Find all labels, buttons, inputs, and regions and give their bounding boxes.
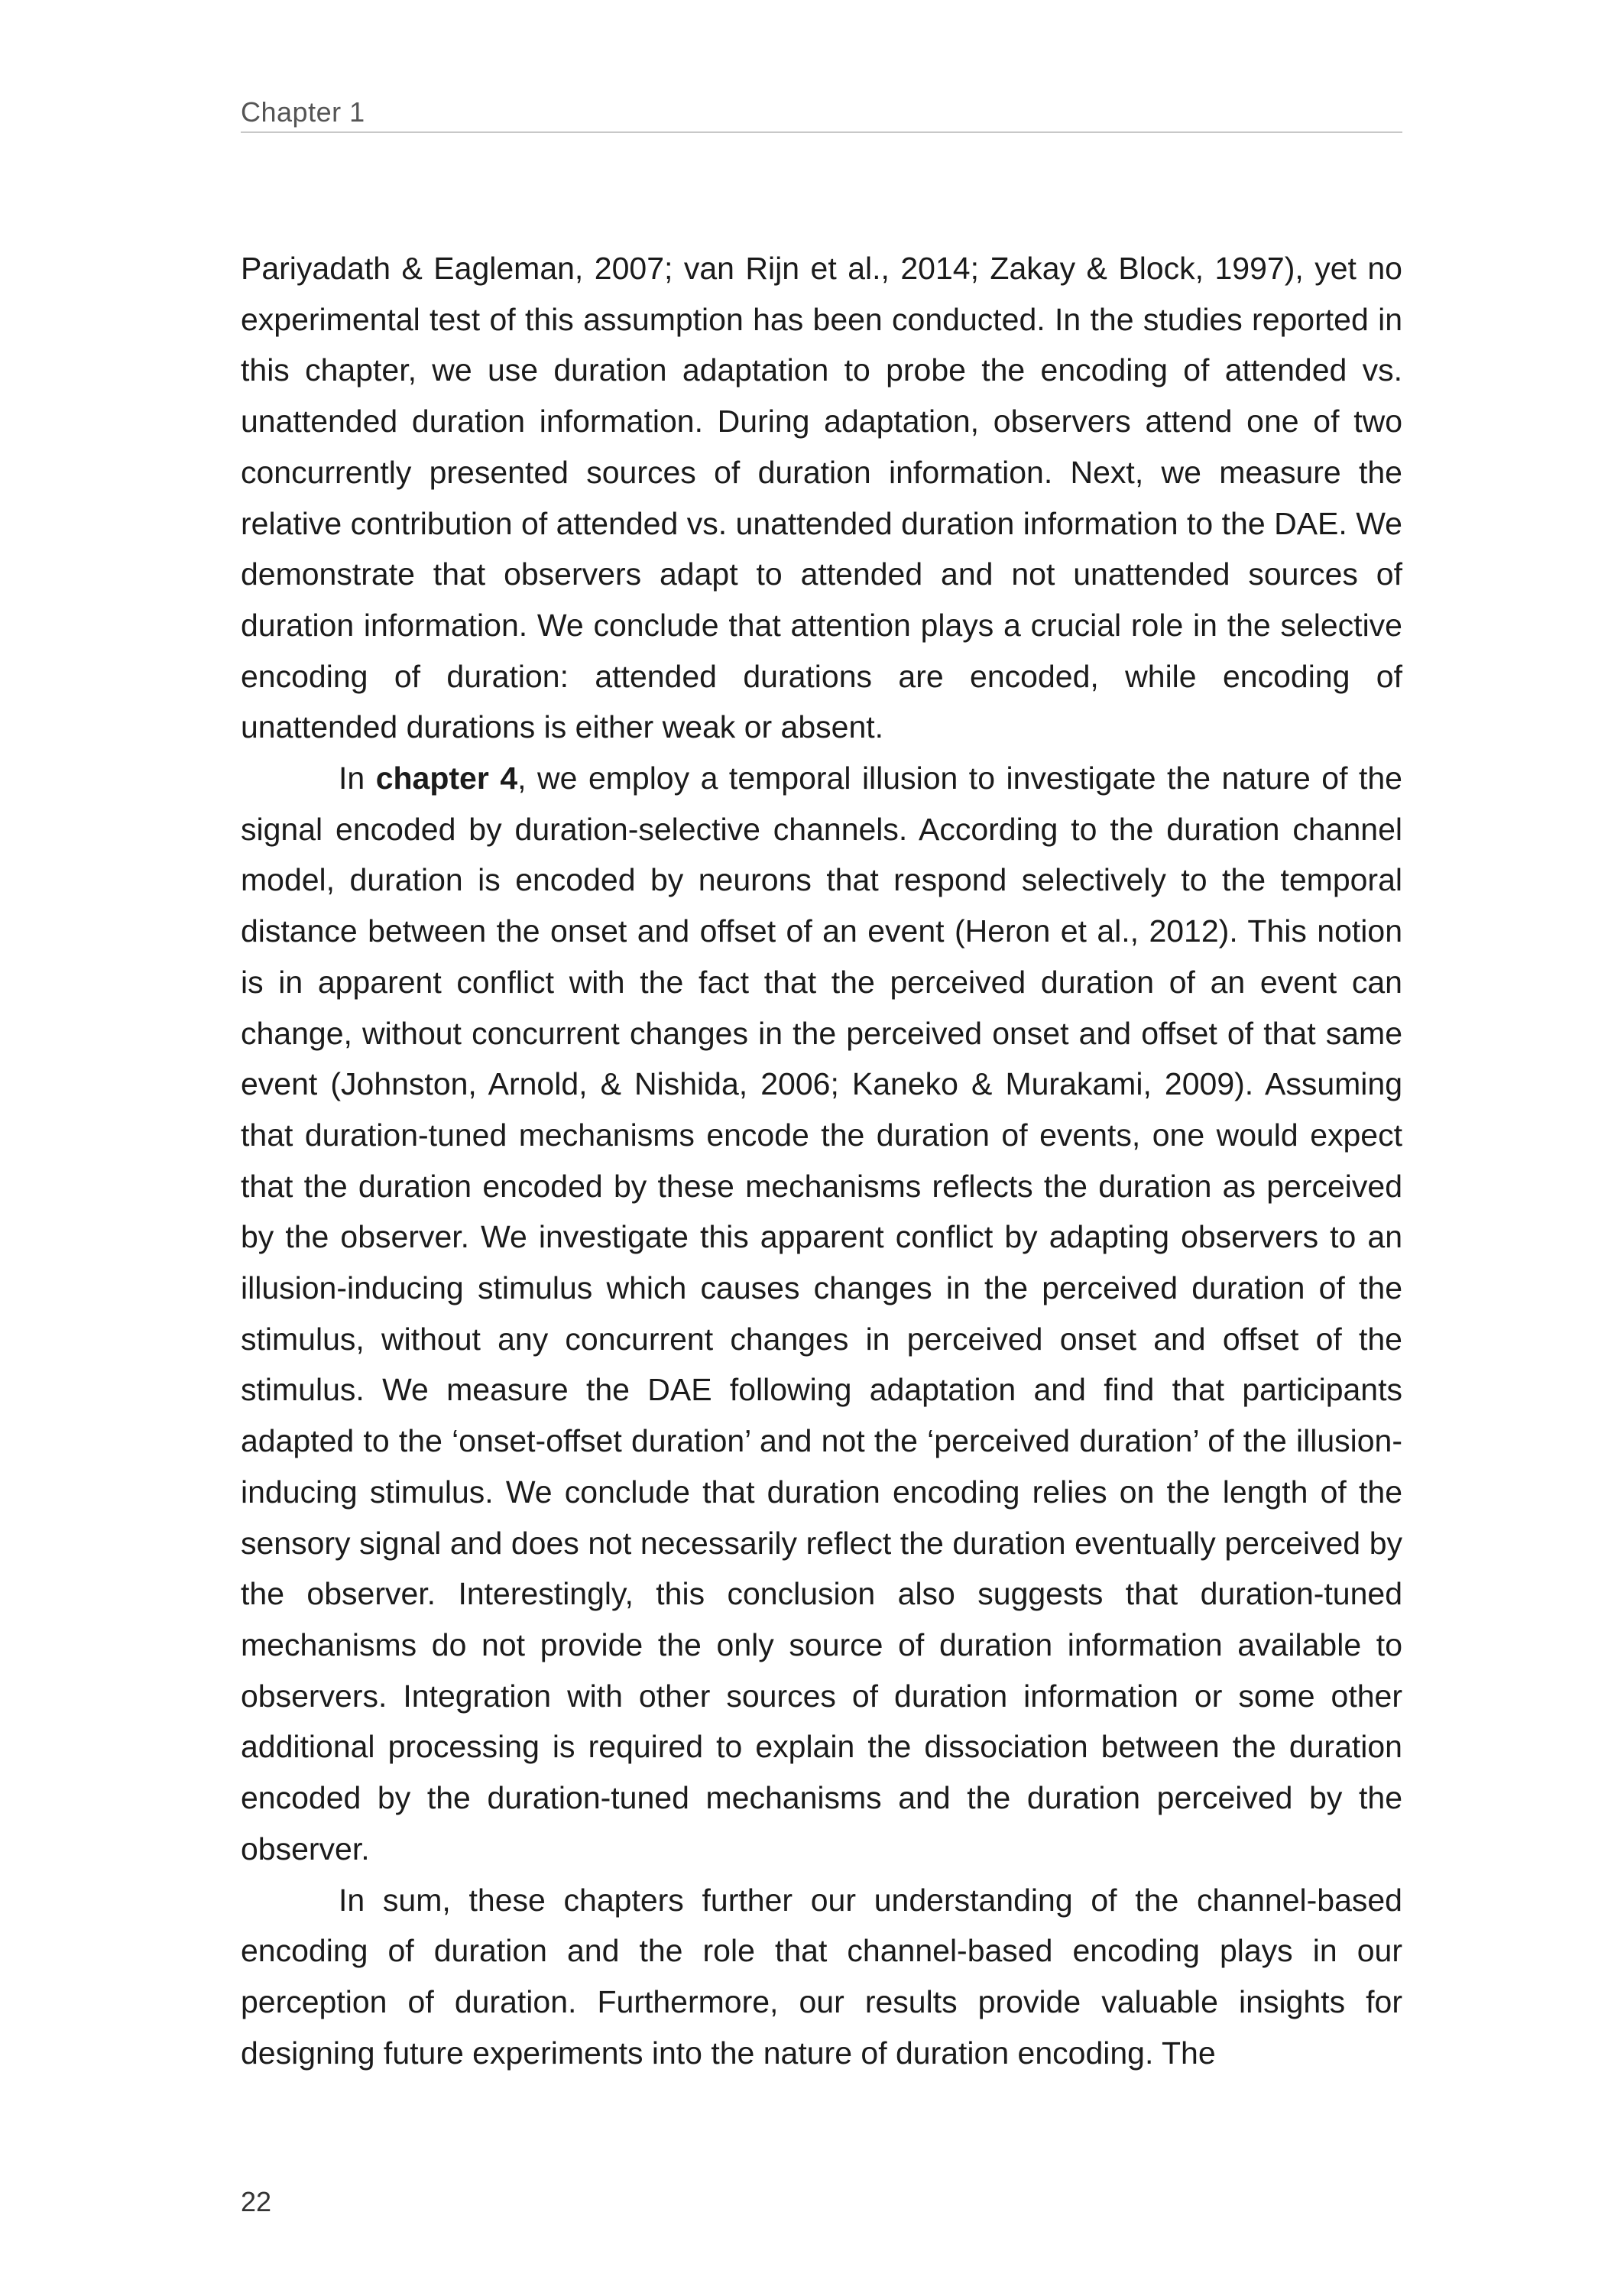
paragraph-chapter-4-summary [241,753,1402,1874]
paragraph-body: , we employ a temporal illusion to investigate the nature of the signal encoded by duration-selective channels. According to the duration channel model, duration is encoded by neurons that respond selectively to the temporal distance between the onset and offset of an event (Heron et al., 2012). This notion is in apparent conflict with the fact that the perceived duration of an event can change, without concurrent changes in the perceived onset and offset of that same event (Johnston, Arnold, & Nishida, 2006; Kaneko & Murakami, 2009). Assuming that duration-tuned mechanisms encode the duration of events, one would expect that the duration encoded by these mechanisms reflects the duration as perceived by the observer. We investigate this apparent conflict by adapting observers to an illusion-inducing stimulus which causes changes in the perceived duration of the stimulus, without any concurrent changes in perceived onset and offset of the stimulus. We measure the DAE following adaptation and find that participants adapted to the ‘onset-offset duration’ and not the ‘perceived duration’ of the illusion-inducing stimulus. We conclude that duration encoding relies on the length of the sensory signal and does not necessarily reflect the duration eventually perceived by the observer. Interestingly, this conclusion also suggests that duration-tuned mechanisms do not provide the only source of duration information available to observers. Integration with other sources of duration information or some other additional processing is required to explain the dissociation between the duration encoded by the duration-tuned mechanisms and the duration perceived by the observer. [241,761,1402,1867]
body-text [241,243,1402,2078]
paragraph-attention-summary: Pariyadath & Eagleman, 2007; van Rijn et al., 2014; Zakay & Block, 1997), yet no experimental test of this assumption has been conducted. In the studies reported in this chapter, we use duration adaptation to probe the encoding of attended vs. unattended duration information. During adaptation, observers attend one of two concurrently presented sources of duration information. Next, we measure the relative contribution of attended vs. unattended duration information to the DAE. We demonstrate that observers adapt to attended and not unattended sources of duration information. We conclude that attention plays a crucial role in the selective encoding of duration: attended durations are encoded, while encoding of unattended durations is either weak or absent. [241,251,1402,745]
chapter-reference: chapter 4 [375,761,518,796]
chapter-label: Chapter 1 [241,96,365,128]
running-header [241,93,1402,133]
paragraph-lead: In [339,761,376,796]
paragraph-conclusion: In sum, these chapters further our understanding of the channel-based encoding of duration and the role that channel-based encoding plays in our perception of duration. Furthermore, our results provide valuable insights for designing future experiments into the nature of duration encoding. The [241,1882,1402,2071]
page-number: 22 [241,2186,272,2217]
